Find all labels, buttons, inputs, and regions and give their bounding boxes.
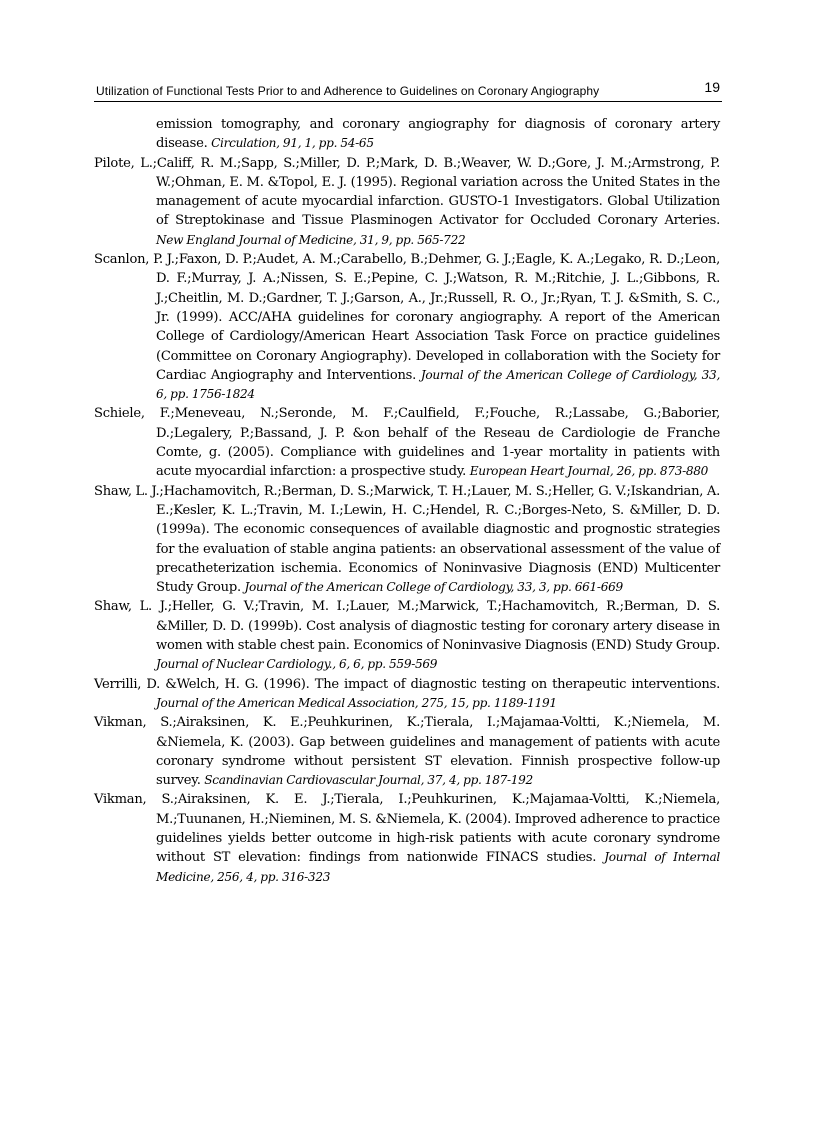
running-header (94, 79, 722, 102)
reference-text: Vikman, S.;Airaksinen, K. E. J.;Tierala, I.;Peuhkurinen, K.;Majamaa-Voltti, K.;Niemela, M.;Tuunanen, H.;Nieminen, M. S. &Niemela, K. (2004). Improved adherence to practice guidelines yields better outcome in high-risk patients with acute coronary syndrome without ST elevation: findings from nationwide FINACS studies. (94, 792, 720, 866)
page-number: 19 (704, 79, 720, 95)
reference-text: Verrilli, D. &Welch, H. G. (1996). The impact of diagnostic testing on therapeutic interventions. (94, 676, 720, 692)
reference-entry (94, 482, 720, 598)
reference-text: Vikman, S.;Airaksinen, K. E.;Peuhkurinen, K.;Tierala, I.;Majamaa-Voltti, K.;Niemela, M. &Niemela, K. (2003). Gap between guidelines and management of patients with acute coronary syndrome without persistent ST elevation. Finnish prospective follow-up survey. (94, 715, 720, 789)
reference-entry (94, 675, 720, 714)
reference-entry (94, 115, 720, 154)
reference-source: Circulation, 91, 1, pp. 54-65 (211, 136, 374, 151)
reference-source: New England Journal of Medicine, 31, 9, pp. 565-722 (156, 232, 466, 247)
reference-source: Journal of the American College of Cardiology, 33, 6, pp. 1756-1824 (156, 367, 720, 402)
reference-text: Scanlon, P. J.;Faxon, D. P.;Audet, A. M.;Carabello, B.;Dehmer, G. J.;Eagle, K. A.;Legako, R. D.;Leon, D. F.;Murray, J. A.;Nissen, S. E.;Pepine, C. J.;Watson, R. M.;Ritchie, J. L.;Gibbons, R. J.;Cheitlin, M. D.;Gardner, T. J.;Garson, A., Jr.;Russell, R. O., Jr.;Ryan, T. J. &Smith, S. C., Jr. (1999). ACC/AHA guidelines for coronary angiography. A report of the American College of Cardiology/American Heart Association Task Force on practice guidelines (Committee on Coronary Angiography). Developed in collaboration with the Society for Cardiac Angiography and Interventions. (94, 252, 720, 383)
reference-source: Journal of the American College of Cardiology, 33, 3, pp. 661-669 (244, 580, 623, 595)
reference-text: emission tomography, and coronary angiography for diagnosis of coronary artery disease. (156, 117, 720, 152)
reference-source: Journal of the American Medical Association, 275, 15, pp. 1189-1191 (156, 695, 557, 710)
reference-list (94, 115, 720, 887)
reference-text: Schiele, F.;Meneveau, N.;Seronde, M. F.;Caulfield, F.;Fouche, R.;Lassabe, G.;Baborier, D.;Legalery, P.;Bassand, J. P. &on behalf of the Reseau de Cardiologie de Franche Comte, g. (2005). Compliance with guidelines and 1-year mortality in patients with acute myocardial infarction: a prospective study. (94, 406, 720, 480)
reference-text: Pilote, L.;Califf, R. M.;Sapp, S.;Miller, D. P.;Mark, D. B.;Weaver, W. D.;Gore, J. M.;Armstrong, P. W.;Ohman, E. M. &Topol, E. J. (1995). Regional variation across the United States in the management of acute myocardial infarction. GUSTO-1 Investigators. Global Utilization of Streptokinase and Tissue Plasminogen Activator for Occluded Coronary Arteries. (94, 155, 720, 229)
reference-text: Shaw, L. J.;Hachamovitch, R.;Berman, D. S.;Marwick, T. H.;Lauer, M. S.;Heller, G. V.;Iskandrian, A. E.;Kesler, K. L.;Travin, M. I.;Lewin, H. C.;Hendel, R. C.;Borges-Neto, S. &Miller, D. D. (1999a). The economic consequences of available diagnostic and prognostic strategies for the evaluation of stable angina patients: an observational assessment of the value of precatheterization ischemia. Economics of Noninvasive Diagnosis (END) Multicenter Study Group. (94, 483, 720, 596)
reference-entry (94, 154, 720, 250)
reference-entry (94, 250, 720, 404)
reference-text: Shaw, L. J.;Heller, G. V.;Travin, M. I.;Lauer, M.;Marwick, T.;Hachamovitch, R.;Berman, D. S. &Miller, D. D. (1999b). Cost analysis of diagnostic testing for coronary artery disease in women with stable chest pain. Economics of Noninvasive Diagnosis (END) Study Group. (94, 599, 720, 654)
reference-source: Journal of Nuclear Cardiology., 6, 6, pp. 559-569 (156, 657, 438, 672)
reference-entry (94, 597, 720, 674)
reference-source: Journal of Internal Medicine, 256, 4, pp. 316-323 (156, 850, 720, 884)
reference-source: European Heart Journal, 26, pp. 873-880 (469, 464, 709, 479)
running-title: Utilization of Functional Tests Prior to and Adherence to Guidelines on Coronary Angiography (96, 84, 600, 98)
reference-source: Scandinavian Cardiovascular Journal, 37, 4, pp. 187-192 (204, 773, 533, 788)
reference-entry (94, 790, 720, 886)
reference-entry (94, 713, 720, 790)
reference-entry (94, 404, 720, 481)
